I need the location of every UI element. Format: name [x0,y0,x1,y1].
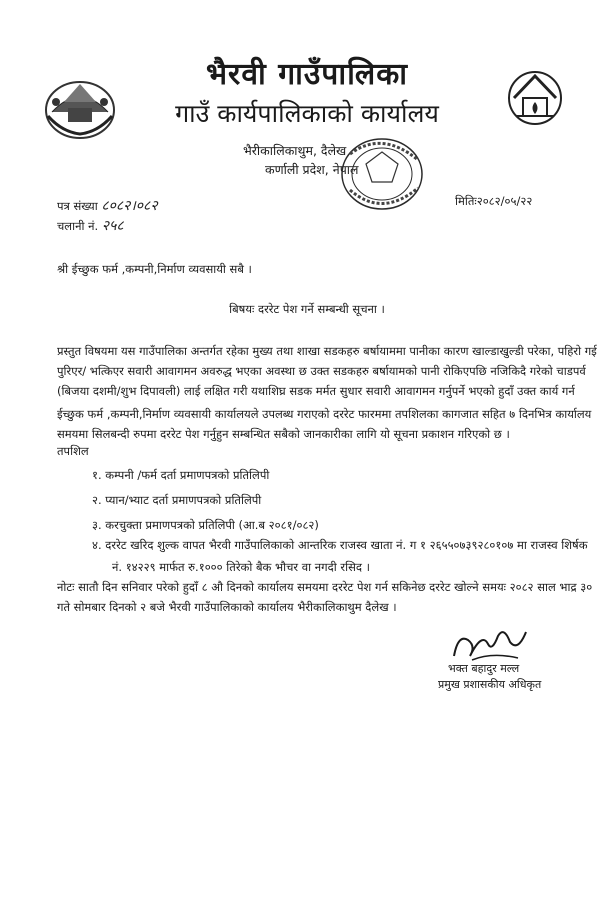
office-subtitle: गाउँ कार्यपालिकाको कार्यालय [175,99,439,128]
note-line: गते सोमबार दिनको २ बजे भैरवी गाउँपालिकाको कार्यालय भैरीकालिकाथुम दैलेख । [57,600,397,614]
patra-value: ८०८२।०८२ [101,198,158,214]
subject-line: बिषयः दररेट पेश गर्ने सम्बन्धी सूचना । [229,302,385,316]
chalani-number [57,216,124,235]
body-line: प्रस्तुत विषयमा यस गाउँपालिका अन्तर्गत रहेका मुख्य तथा शाखा सडकहरु बर्षायाममा पानीका कारण खाल्डाखुल्डी परेका, पहिरो गई [57,344,597,358]
chalani-label: चलानी नं. [57,219,99,233]
office-title: भैरवी गाउँपालिका [205,57,409,92]
addressee: श्री ईच्छुक फर्म ,कम्पनी,निर्माण व्यवसायी सबै । [57,262,252,276]
body-line: ईच्छुक फर्म ,कम्पनी,निर्माण व्यवसायी कार्यालयले उपलब्ध गराएको दररेट फारममा तपशिलका कागजात सहित ७ दिनभित्र कार्यालय [57,407,592,421]
patra-label: पत्र संख्या [57,199,98,213]
note-line: नोटः सातौ दिन सनिवार परेको हुदाँ ८ औ दिनको कार्यालय समयमा दररेट पेश गर्न सकिनेछ दररेट खोल्ने समयः २०८२ साल भाद्र ३० [57,580,593,594]
body-line: पुरिएर/ भत्किएर सवारी आवागमन अवरुद्ध भएका अवस्था छ उक्त सडकहरु बर्षायामको पानी रोकिएपछि नजिकिदै गरेको चाडपर्व [57,364,586,378]
tapsil-label: तपशिल [57,444,89,458]
date: मितिः२०८२/०५/२२ [455,194,533,208]
patra-sankhya [57,196,158,215]
office-stamp [336,134,426,214]
chalani-value: २५८ [101,218,124,234]
body-line: समयमा सिलबन्दी रुपमा दररेट पेश गर्नुहुन सम्बन्धित सबैको जानकारीका लागि यो सूचना प्रकाशन गरिएको छ । [57,427,510,441]
address-line-1: भैरीकालिकाथुम, दैलेख [243,143,347,158]
body-line: (बिजया दशमी/शुभ दिपावली) लाई लक्षित गरी यथाशिघ्र सडक मर्मत सुधार सवारी आवागमन गर्नुपर्ने भएको हुदाँ उक्त कार्य गर्न [57,384,575,398]
signatory-name: भक्त बहादुर मल्ल [448,662,520,675]
address-line-2: कर्णाली प्रदेश, नेपाल [265,162,359,177]
list-item: ३. करचुक्ता प्रमाणपत्रको प्रतिलिपी (आ.ब २०८१/०८२) [92,518,319,532]
list-item-continuation: नं. १४२२९ मार्फत रु.१००० तिरेको बैक भौचर वा नगदी रसिद । [112,560,370,574]
list-item: ४. दररेट खरिद शुल्क वापत भैरवी गाउँपालिकाको आन्तरिक राजस्व खाता नं. ग १ २६५५०७३९२८०१०७ मा राजस्व शिर्षक [92,538,588,552]
list-item: १. कम्पनी /फर्म दर्ता प्रमाणपत्रको प्रतिलिपी [92,468,270,482]
list-item: २. प्यान/भ्याट दर्ता प्रमाणपत्रको प्रतिलिपी [92,493,262,507]
signatory-designation: प्रमुख प्रशासकीय अधिकृत [438,678,542,691]
